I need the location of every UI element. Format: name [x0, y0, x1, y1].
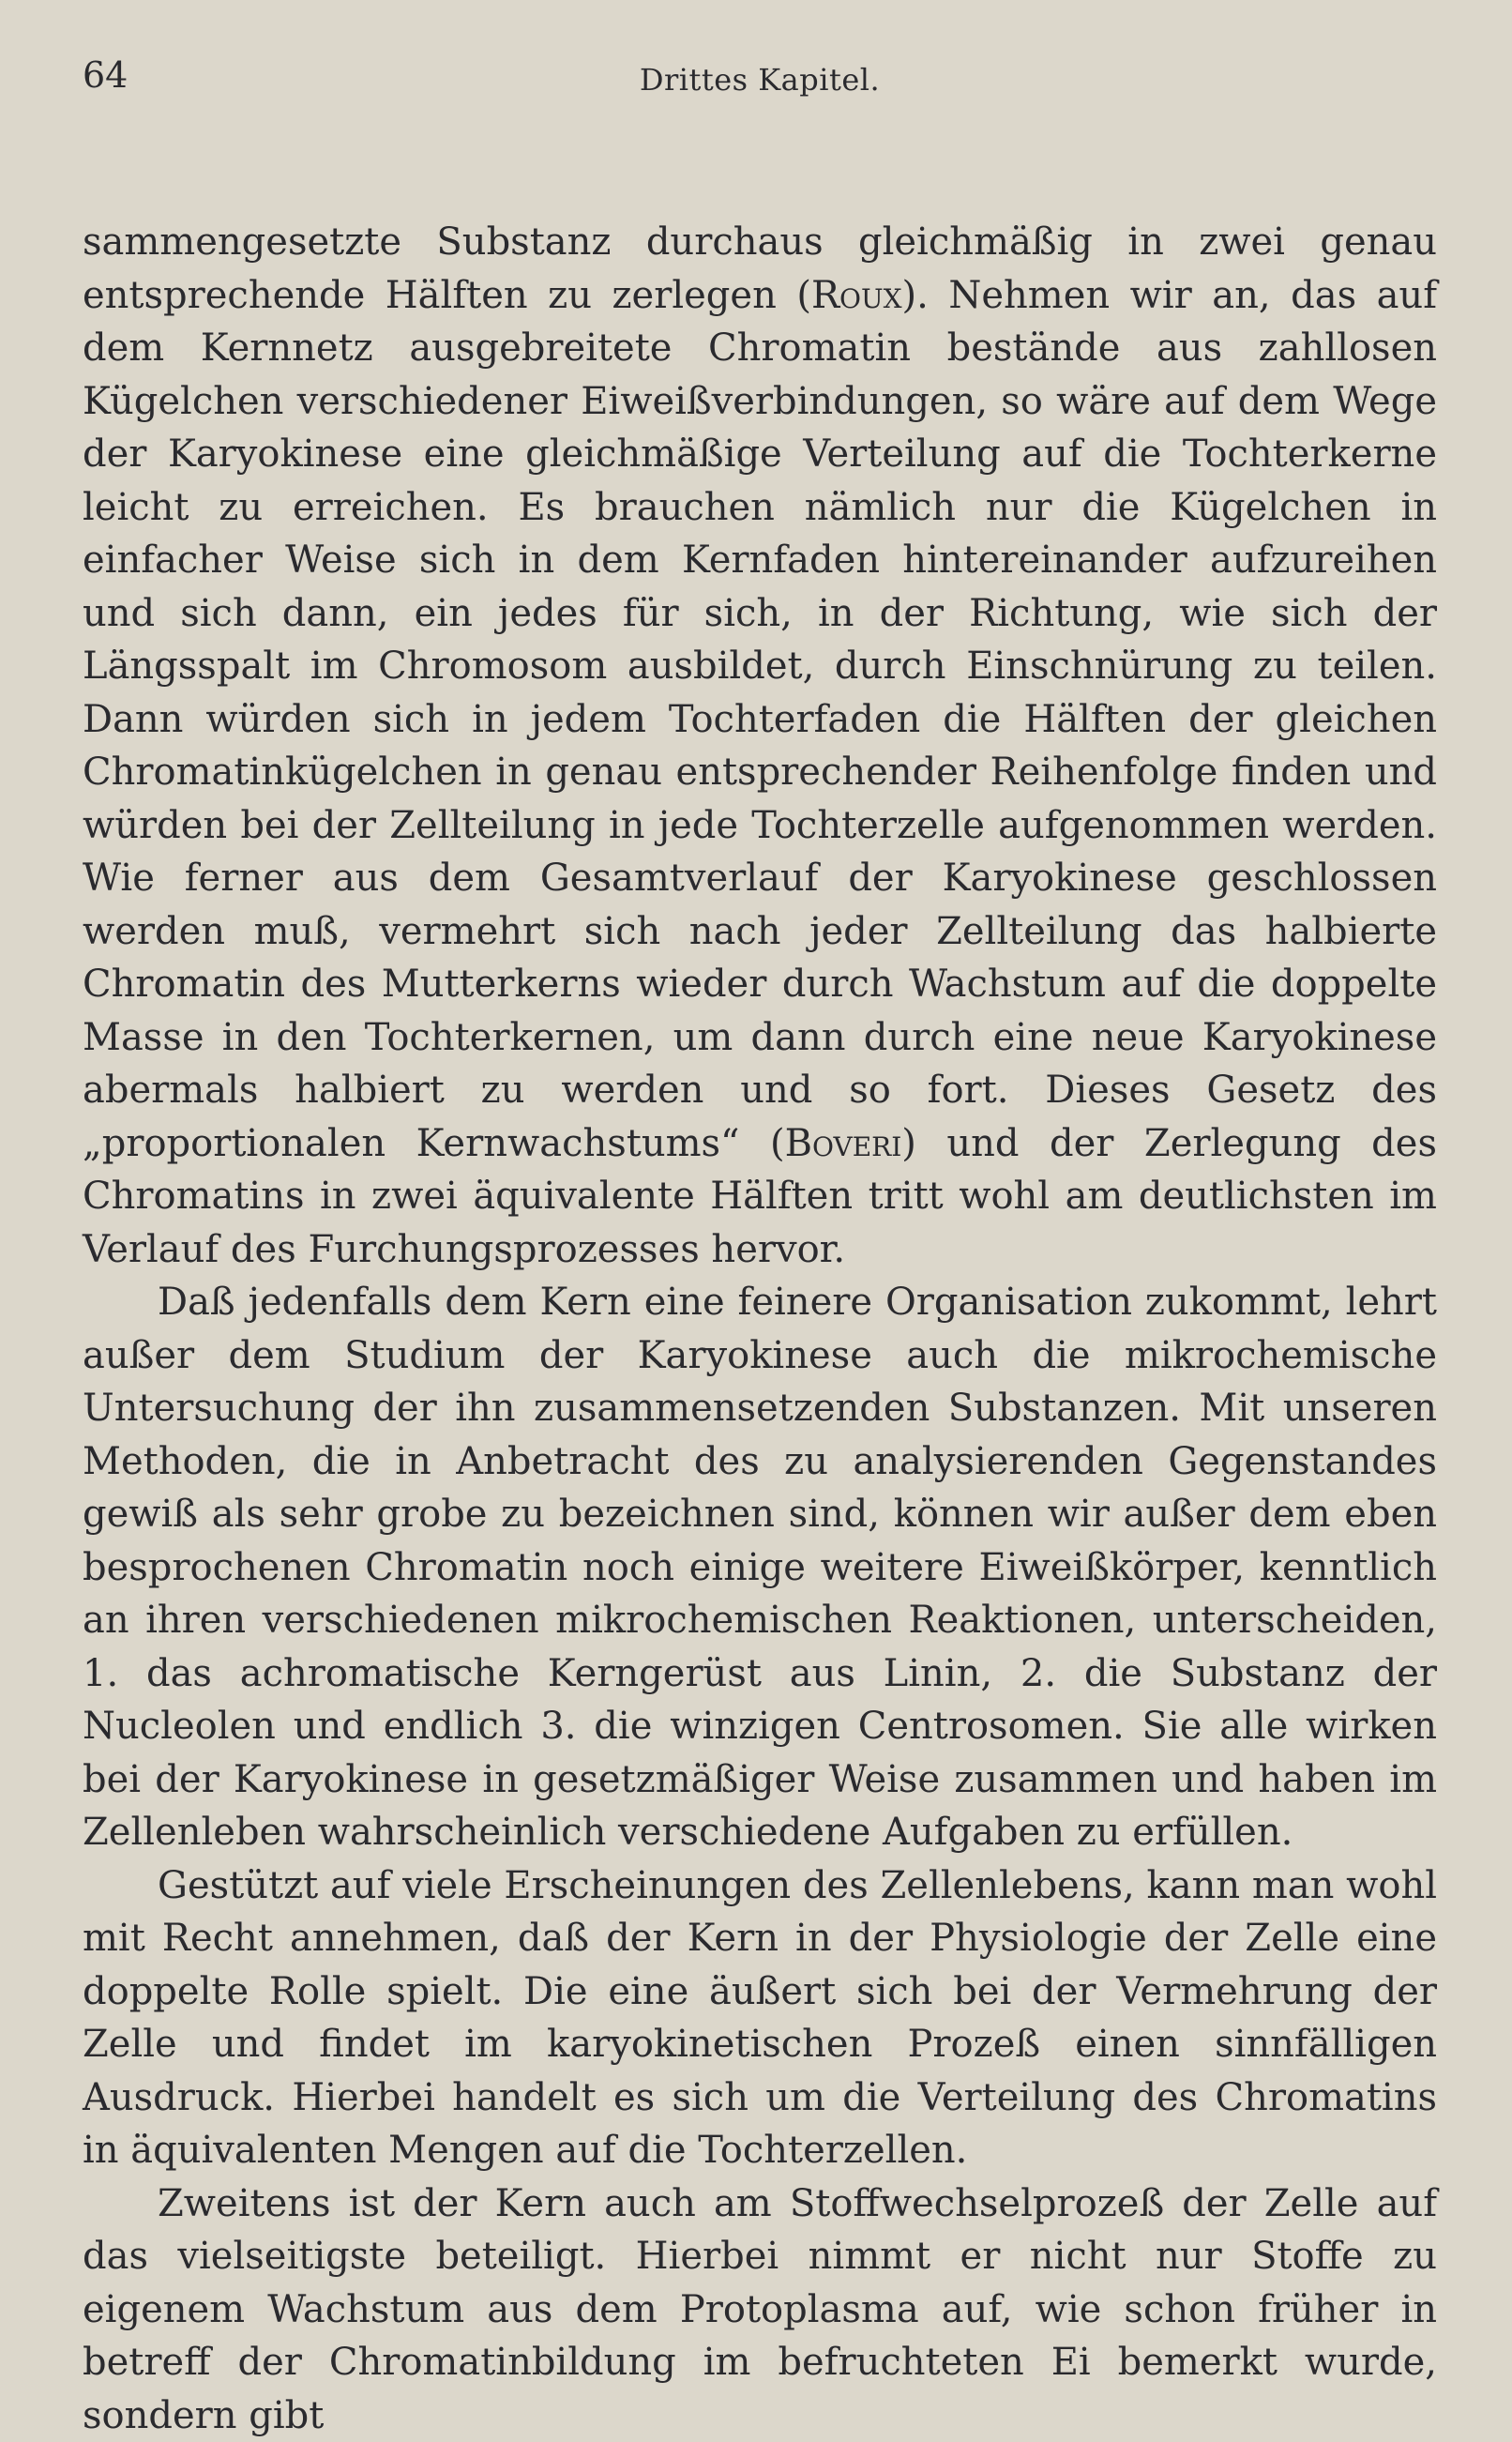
page-number: 64: [83, 56, 128, 96]
text-run: ). Nehmen wir an, das auf dem Kernnetz ausgebreitete Chromatin bestände aus zahllosen Kügelchen verschiedener Eiweißverbindungen, so wäre auf dem Wege der Karyokinese eine gleichmäßige Verteilung auf die Tochterkerne leicht zu erreichen. Es brauchen nämlich nur die Kügelchen in einfacher Weise sich in dem Kernfaden hintereinander aufzureihen und sich dann, ein jedes für sich, in der Richtung, wie sich der Längsspalt im Chromosom ausbildet, durch Einschnürung zu teilen. Dann würden sich in jedem Tochterfaden die Hälften der gleichen Chromatinkügelchen in genau entsprechender Reihenfolge finden und würden bei der Zellteilung in jede Tochterzelle aufgenommen werden. Wie ferner aus dem Gesamtverlauf der Karyokinese geschlossen werden muß, vermehrt sich nach jeder Zellteilung das halbierte Chromatin des Mutterkerns wieder durch Wachstum auf die doppelte Masse in den Tochterkernen, um dann durch eine neue Karyokinese abermals halbiert zu werden und so fort. Dieses Gesetz des „proportionalen Kernwachstums“ (: [83, 274, 1437, 1165]
paragraph: [83, 1276, 1437, 1859]
text-run: ) und der Zerlegung des Chromatins in zwei äquivalente Hälften tritt wohl am deutlichsten im Verlauf des Furchungsprozesses hervor.: [83, 1122, 1437, 1271]
running-head: [83, 56, 1437, 131]
body-text: [83, 216, 1437, 2442]
running-title: Drittes Kapitel.: [83, 62, 1437, 98]
author-name: Roux: [811, 274, 902, 317]
paragraph: [83, 1859, 1437, 2177]
paragraph: [83, 216, 1437, 1276]
text-run: Zweitens ist der Kern auch am Stoffwechselprozeß der Zelle auf das vielseitigste beteiligt. Hierbei nimmt er nicht nur Stoffe zu eigenem Wachstum aus dem Protoplasma auf, wie schon früher in betreff der Chromatinbildung im befruchteten Ei bemerkt wurde, sondern gibt: [83, 2182, 1437, 2437]
author-name: Boveri: [785, 1122, 902, 1165]
paragraph: [83, 2177, 1437, 2442]
text-run: Gestützt auf viele Erscheinungen des Zellenlebens, kann man wohl mit Recht annehmen, daß der Kern in der Physiologie der Zelle eine doppelte Rolle spielt. Die eine äußert sich bei der Vermehrung der Zelle und findet im karyokinetischen Prozeß einen sinnfälligen Ausdruck. Hierbei handelt es sich um die Verteilung des Chromatins in äquivalenten Mengen auf die Tochterzellen.: [83, 1864, 1437, 2173]
text-run: Daß jedenfalls dem Kern eine feinere Organisation zukommt, lehrt außer dem Studium der Karyokinese auch die mikrochemische Untersuchung der ihn zusammensetzenden Substanzen. Mit unseren Methoden, die in Anbetracht des zu analysierenden Gegenstandes gewiß als sehr grobe zu bezeichnen sind, können wir außer dem eben besprochenen Chromatin noch einige weitere Eiweißkörper, kenntlich an ihren verschiedenen mikrochemischen Reaktionen, unterscheiden, 1. das achromatische Kerngerüst aus Linin, 2. die Substanz der Nucleolen und endlich 3. die winzigen Centrosomen. Sie alle wirken bei der Karyokinese in gesetzmäßiger Weise zusammen und haben im Zellenleben wahrscheinlich verschiedene Aufgaben zu erfüllen.: [83, 1281, 1437, 1854]
text-run: sammengesetzte Substanz durchaus gleichmäßig in zwei genau entsprechende Hälften zu zerlegen (: [83, 220, 1437, 317]
